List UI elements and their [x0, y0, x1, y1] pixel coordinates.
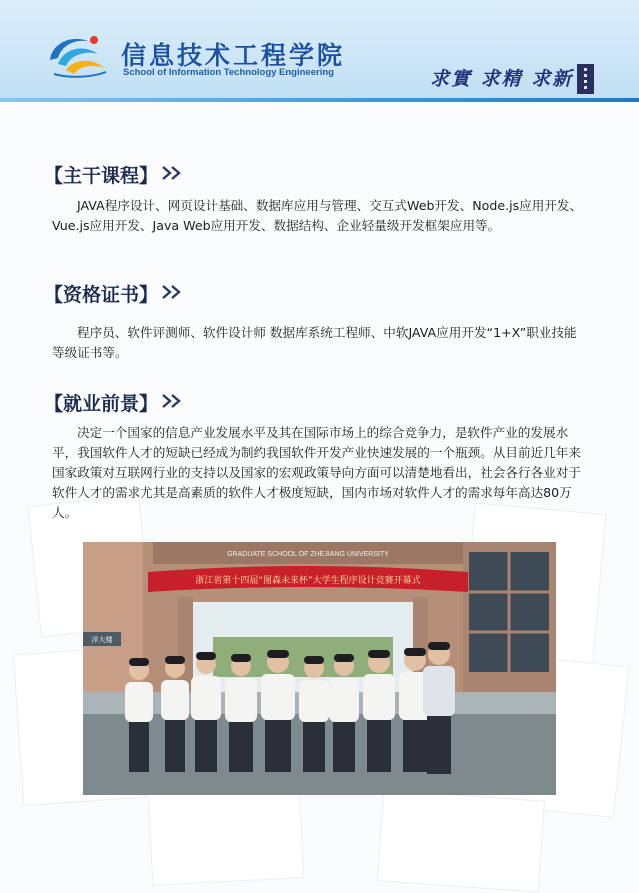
paragraph: JAVA程序设计、网页设计基础、数据库应用与管理、交互式Web开发、Node.js应用开发、Vue.js应用开发、Java Web应用开发、数据结构、企业轻量级开发框架应用等。 — [52, 198, 583, 233]
section-heading-employment — [44, 389, 158, 416]
group-photo-illustration — [83, 542, 556, 795]
group-photo — [83, 542, 556, 795]
section-title: 【资格证书】 — [44, 284, 159, 306]
background-certificate — [148, 786, 305, 886]
section-body-certificates — [52, 323, 587, 363]
double-chevron-icon — [161, 284, 185, 300]
building-sign: GRADUATE SCHOOL OF ZHEJIANG UNIVERSITY — [227, 551, 389, 558]
paragraph: 决定一个国家的信息产业发展水平及其在国际市场上的综合竞争力，是软件产业的发展水平，我国软件人才的短缺已经成为制约我国软件开发产业快速发展的一个瓶颈。从目前近几年来国家政策对互联网行业的支持以及国家的宏观政策导向方面可以清楚地看出，社会各行各业对于软件人才的需求尤其是高素质的软件人才极度短缺，国内市场对软件人才的需求每年高达80万人。 — [52, 425, 581, 520]
section-title: 【主干课程】 — [44, 165, 159, 187]
seal-stamp-icon — [577, 64, 594, 94]
section-heading-certificates — [44, 280, 158, 307]
double-chevron-icon — [161, 393, 185, 409]
header-divider — [0, 98, 639, 102]
background-certificate — [377, 789, 545, 892]
school-motto: 求實 求精 求新 — [430, 68, 574, 90]
school-name-cn: 信息技术工程学院 — [121, 41, 346, 70]
double-chevron-icon — [161, 165, 185, 181]
event-banner-text: 浙江省第十四届“图森未来杯”大学生程序设计竞赛开幕式 — [195, 576, 421, 586]
building-sign-small: 洋大楼 — [91, 636, 113, 644]
school-logo-icon — [44, 30, 110, 80]
paragraph: 程序员、软件评测师、软件设计师 数据库系统工程师、中软JAVA应用开发“1+X”职业技能等级证书等。 — [52, 325, 577, 360]
section-body-employment — [52, 423, 587, 523]
section-body-courses — [52, 196, 587, 236]
school-name-en: School of Information Technology Engineering — [123, 67, 334, 78]
section-title: 【就业前景】 — [44, 393, 159, 415]
section-heading-courses — [44, 161, 158, 188]
